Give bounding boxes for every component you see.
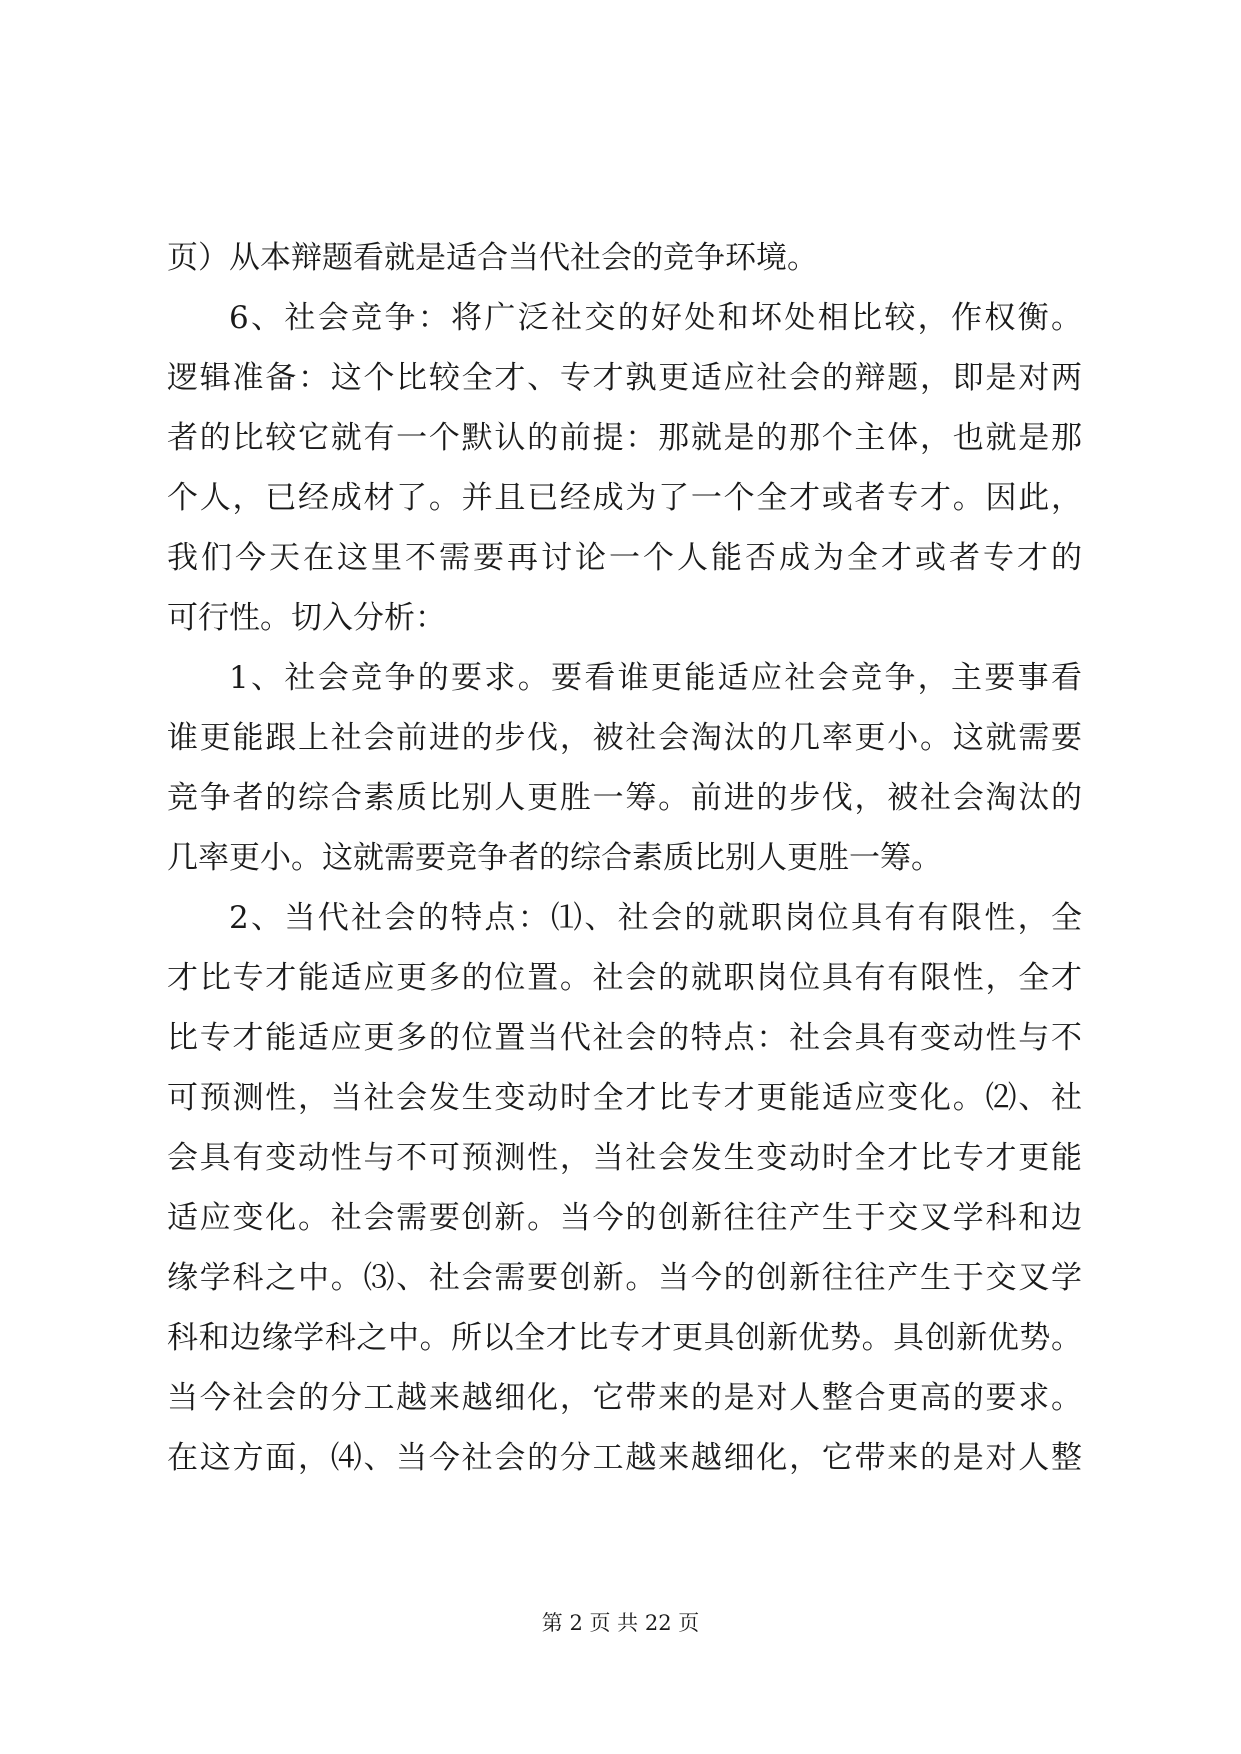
text-line: 个人，已经成材了。并且已经成为了一个全才或者专才。因此， [167,480,1082,516]
text-line: 6、社会竞争：将广泛社交的好处和坏处相比较，作权衡。 [229,300,1082,336]
text-line: 几率更小。这就需要竞争者的综合素质比别人更胜一筹。 [167,840,942,876]
text-line: 缘学科之中。⑶、社会需要创新。当今的创新往往产生于交叉学 [167,1260,1082,1296]
text-line: 谁更能跟上社会前进的步伐，被社会淘汰的几率更小。这就需要 [167,720,1082,756]
text-line: 可预测性，当社会发生变动时全才比专才更能适应变化。⑵、社 [167,1080,1082,1116]
page-number: 第 2 页 共 22 页 [541,1611,700,1635]
text-line: 适应变化。社会需要创新。当今的创新往往产生于交叉学科和边 [167,1200,1082,1236]
body-text [167,228,1082,1488]
text-line: 我们今天在这里不需要再讨论一个人能否成为全才或者专才的 [167,540,1082,576]
page-footer [0,1608,1241,1638]
text-line: 竞争者的综合素质比别人更胜一筹。前进的步伐，被社会淘汰的 [167,780,1082,816]
text-line: 可行性。切入分析： [167,600,446,636]
text-line: 2、当代社会的特点：⑴、社会的就职岗位具有有限性，全 [229,900,1082,936]
text-line: 会具有变动性与不可预测性，当社会发生变动时全才比专才更能 [167,1140,1082,1176]
text-line: 在这方面，⑷、当今社会的分工越来越细化，它带来的是对人整 [167,1440,1082,1476]
text-line: 当今社会的分工越来越细化，它带来的是对人整合更高的要求。 [167,1380,1082,1416]
text-line: 逻辑准备：这个比较全才、专才孰更适应社会的辩题，即是对两 [167,360,1082,396]
text-line: 比专才能适应更多的位置当代社会的特点：社会具有变动性与不 [167,1020,1082,1056]
text-line: 页）从本辩题看就是适合当代社会的竞争环境。 [167,240,818,276]
text-line: 才比专才能适应更多的位置。社会的就职岗位具有有限性，全才 [167,960,1082,996]
text-line: 者的比较它就有一个默认的前提：那就是的那个主体，也就是那 [167,420,1082,456]
text-line: 科和边缘学科之中。所以全才比专才更具创新优势。具创新优势。 [167,1320,1082,1356]
text-line: 1、社会竞争的要求。要看谁更能适应社会竞争，主要事看 [229,660,1082,696]
